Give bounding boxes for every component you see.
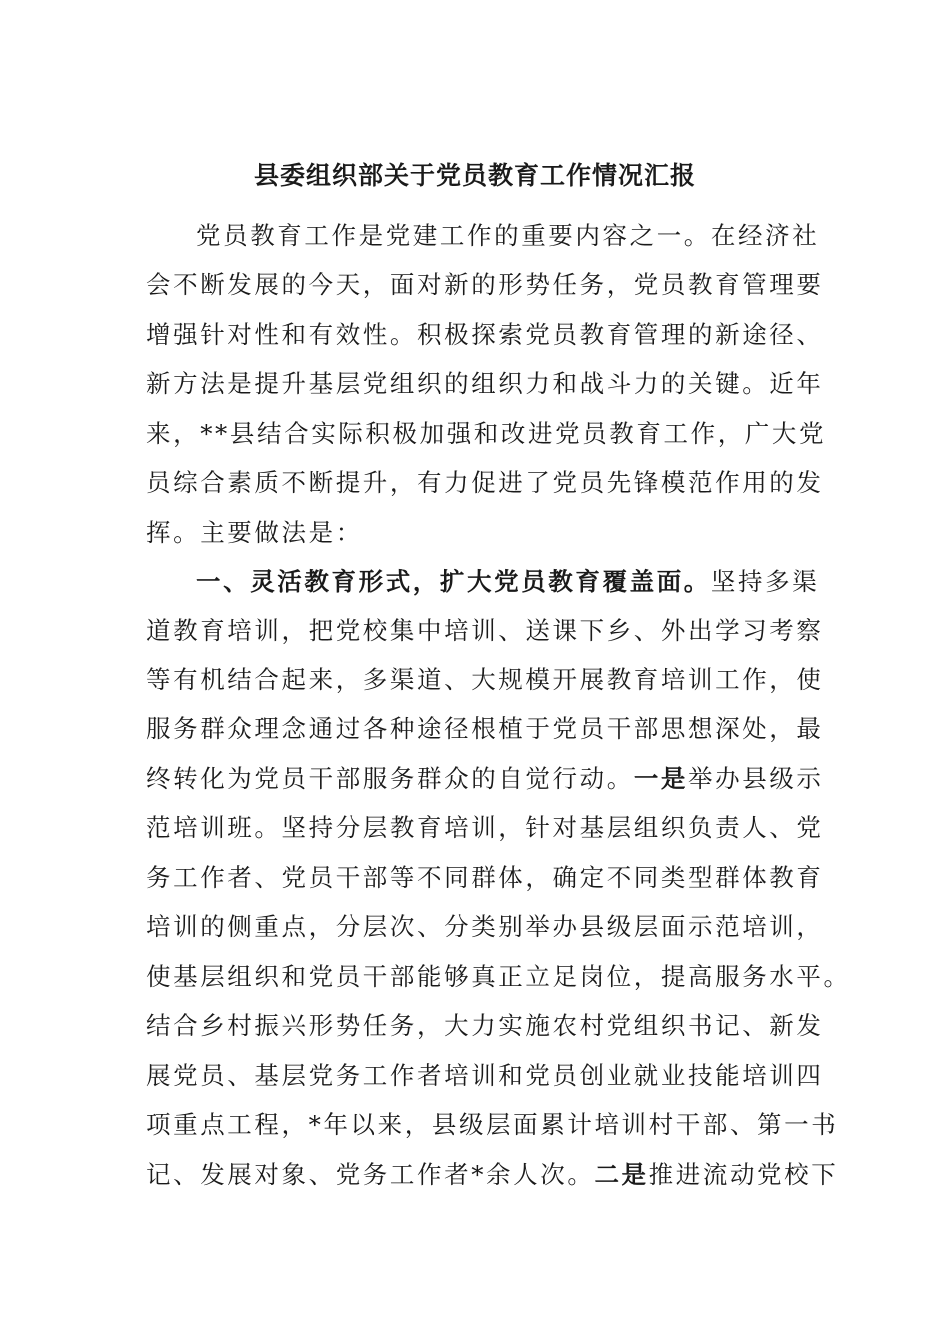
bold-text: 一是	[633, 764, 689, 793]
body-text: 推进流动党校下	[648, 1160, 839, 1189]
body-line	[146, 810, 824, 846]
body-line	[196, 218, 819, 254]
body-text: 范培训班。坚持分层教育培训，针对基层组织负责人、党	[146, 813, 824, 842]
body-text: 道教育培训，把党校集中培训、送课下乡、外出学习考察	[146, 616, 824, 645]
body-text: 挥。主要做法是：	[146, 518, 363, 547]
document-title: 县委组织部关于党员教育工作情况汇报	[253, 161, 696, 190]
body-text: 记、发展对象、党务工作者*余人次。	[146, 1160, 595, 1189]
body-line	[146, 1058, 824, 1094]
body-text: 员综合素质不断提升，有力促进了党员先锋模范作用的发	[146, 468, 824, 497]
body-line	[146, 860, 824, 896]
body-text: 使基层组织和党员干部能够真正立足岗位，提高服务水平。	[146, 962, 851, 991]
body-text: 举办县级示	[688, 764, 824, 793]
body-line	[146, 317, 824, 353]
body-line	[146, 465, 824, 501]
body-text: 培训的侧重点，分层次、分类别举办县级层面示范培训，	[146, 912, 824, 941]
body-text: 新方法是提升基层党组织的组织力和战斗力的关键。近年	[146, 369, 824, 398]
body-line	[146, 662, 824, 698]
body-text: 务工作者、党员干部等不同群体，确定不同类型群体教育	[146, 863, 824, 892]
bold-text: 二是	[594, 1160, 649, 1189]
body-line	[146, 711, 824, 747]
body-text: 服务群众理念通过各种途径根植于党员干部思想深处，最	[146, 714, 824, 743]
body-text: 会不断发展的今天，面对新的形势任务，党员教育管理要	[146, 270, 824, 299]
body-text: 展党员、基层党务工作者培训和党员创业就业技能培训四	[146, 1061, 824, 1090]
body-line	[146, 416, 826, 452]
body-line	[146, 366, 824, 402]
body-line	[146, 1157, 838, 1193]
body-line	[146, 761, 824, 797]
bold-text: 一、灵活教育形式，扩大党员教育覆盖面。	[196, 567, 711, 596]
body-line	[196, 564, 819, 600]
body-text: 项重点工程，*年以来，县级层面累计培训村干部、第一书	[146, 1110, 839, 1139]
body-text: 结合乡村振兴形势任务，大力实施农村党组织书记、新发	[146, 1011, 824, 1040]
body-line	[146, 1008, 824, 1044]
body-line	[146, 1107, 838, 1143]
body-line	[146, 959, 851, 995]
body-text: 等有机结合起来，多渠道、大规模开展教育培训工作，使	[146, 665, 824, 694]
body-text: 党员教育工作是党建工作的重要内容之一。在经济社	[196, 221, 820, 250]
body-text: 来，**县结合实际积极加强和改进党员教育工作，广大党	[146, 419, 827, 448]
body-text: 终转化为党员干部服务群众的自觉行动。	[146, 764, 634, 793]
body-line	[146, 515, 363, 551]
body-line	[146, 267, 824, 303]
body-line	[146, 613, 824, 649]
body-text: 增强针对性和有效性。积极探索党员教育管理的新途径、	[146, 320, 824, 349]
body-line	[146, 909, 824, 945]
body-text: 坚持多渠	[710, 567, 820, 596]
